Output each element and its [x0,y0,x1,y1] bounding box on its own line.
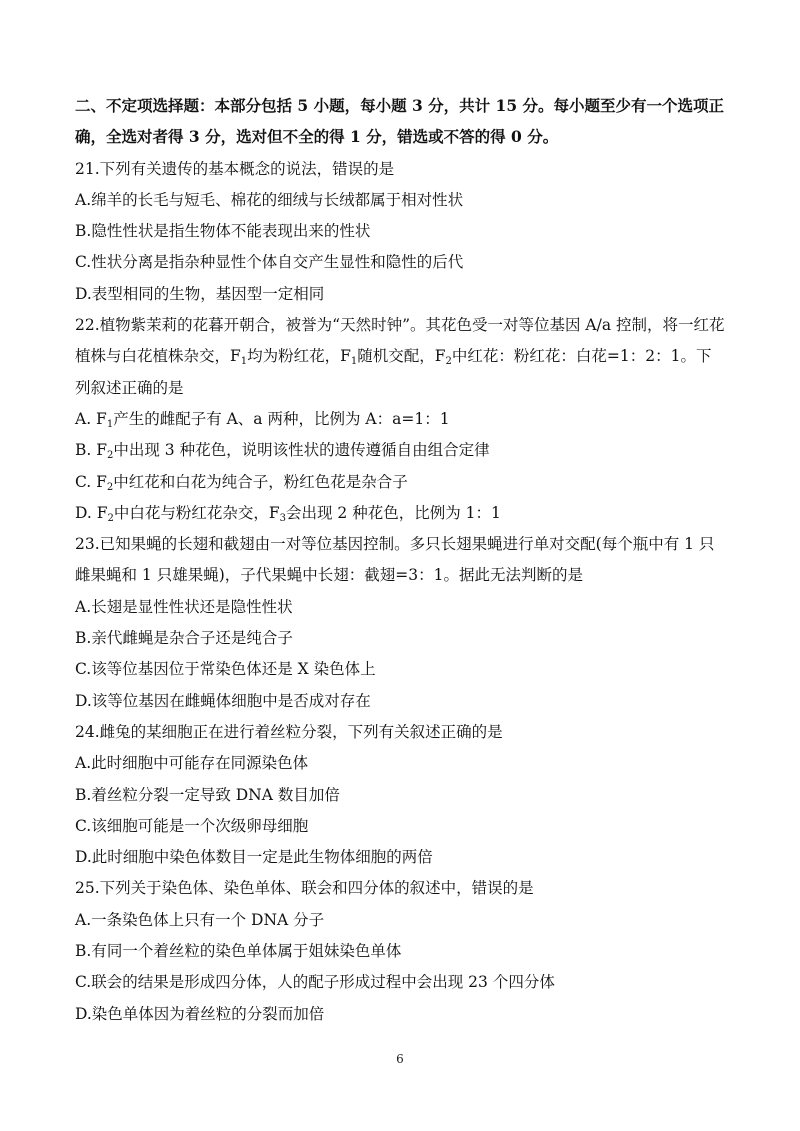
question-22-option-d [75,503,725,523]
question-22-option-c [75,472,725,492]
question-21-option-b: B.隐性性状是指生物体不能表现出来的性状 [75,222,371,241]
question-25-option-a: A.一条染色体上只有一个 DNA 分子 [75,910,325,929]
text-span: 均为粉红花，F [247,347,351,366]
question-25-stem: 25.下列关于染色体、染色单体、联会和四分体的叙述中，错误的是 [75,879,534,898]
section-heading-line1: 二、不定项选择题：本部分包括 5 小题，每小题 3 分，共计 15 分。每小题至少有一个选项正 [75,96,725,115]
question-25-option-b: B.有同一个着丝粒的染色单体属于姐妹染色单体 [75,942,402,961]
question-22-stem-line3: 列叙述正确的是 [75,378,184,397]
text-span: 随机交配，F [357,347,446,366]
subscript: 1 [350,356,358,368]
text-span: B. F [75,441,107,460]
question-23-stem-line2: 雌果蝇和 1 只雄果蝇)，子代果蝇中长翅：截翅=3：1。据此无法判断的是 [75,566,583,585]
subscript: 3 [279,512,286,524]
subscript: 2 [107,450,114,462]
page-content [75,96,725,1035]
question-25-option-d: D.染色单体因为着丝粒的分裂而加倍 [75,1004,325,1023]
question-22-stem-line2 [75,346,725,366]
subscript: 2 [106,481,114,493]
question-23-option-d: D.该等位基因在雌蝇体细胞中是否成对存在 [75,691,371,710]
question-22-stem-line1: 22.植物紫茉莉的花暮开朝合，被誉为“天然时钟”。其花色受一对等位基因 A/a 控制，将一红花 [75,316,725,335]
text-span: C. F [75,472,107,491]
question-22-option-a [75,409,725,429]
subscript: 2 [107,512,114,524]
question-25-option-c: C.联会的结果是形成四分体，人的配子形成过程中会出现 23 个四分体 [75,973,555,992]
question-24-option-c: C.该细胞可能是一个次级卵母细胞 [75,816,309,835]
text-span: 中红花和白花为纯合子，粉红色花是杂合子 [113,472,408,491]
question-23-option-a: A.长翅是显性性状还是隐性性状 [75,597,293,616]
subscript: 2 [445,356,452,368]
question-23-option-c: C.该等位基因位于常染色体还是 X 染色体上 [75,660,376,679]
question-24-option-a: A.此时细胞中可能存在同源染色体 [75,754,309,773]
text-span: 中白花与粉红花杂交，F [113,503,280,522]
question-21-option-c: C.性状分离是指杂种显性个体自交产生显性和隐性的后代 [75,253,464,272]
question-24-stem: 24.雌兔的某细胞正在进行着丝粒分裂，下列有关叙述正确的是 [75,722,503,741]
question-23-stem-line1: 23.已知果蝇的长翅和截翅由一对等位基因控制。多只长翅果蝇进行单对交配(每个瓶中有 1 只 [75,535,715,554]
question-23-option-b: B.亲代雌蝇是杂合子还是纯合子 [75,629,293,648]
page-number: 6 [396,1052,404,1066]
text-span: 中出现 3 种花色，说明该性状的遗传遵循自由组合定律 [113,441,490,460]
question-24-option-b: B.着丝粒分裂一定导致 DNA 数目加倍 [75,785,340,804]
question-22-option-b [75,440,725,460]
text-span: 产生的雌配子有 A、a 两种，比例为 A：a=1：1 [113,409,450,428]
question-24-option-d: D.此时细胞中染色体数目一定是此生物体细胞的两倍 [75,848,433,867]
subscript: 1 [240,356,248,368]
question-21-option-d: D.表型相同的生物，基因型一定相同 [75,284,325,303]
text-span: 中红花：粉红花：白花=1：2：1。下 [451,347,712,366]
text-span: A. F [75,409,107,428]
text-span: D. F [75,503,108,522]
question-21-option-a: A.绵羊的长毛与短毛、棉花的细绒与长绒都属于相对性状 [75,190,464,209]
section-heading-line2: 确，全选对者得 3 分，选对但不全的得 1 分，错选或不答的得 0 分。 [75,127,559,147]
question-21-stem: 21.下列有关遗传的基本概念的说法，错误的是 [75,159,395,178]
text-span: 植株与白花植株杂交，F [75,347,241,366]
subscript: 1 [106,418,114,430]
text-span: 会出现 2 种花色，比例为 1：1 [286,503,501,522]
